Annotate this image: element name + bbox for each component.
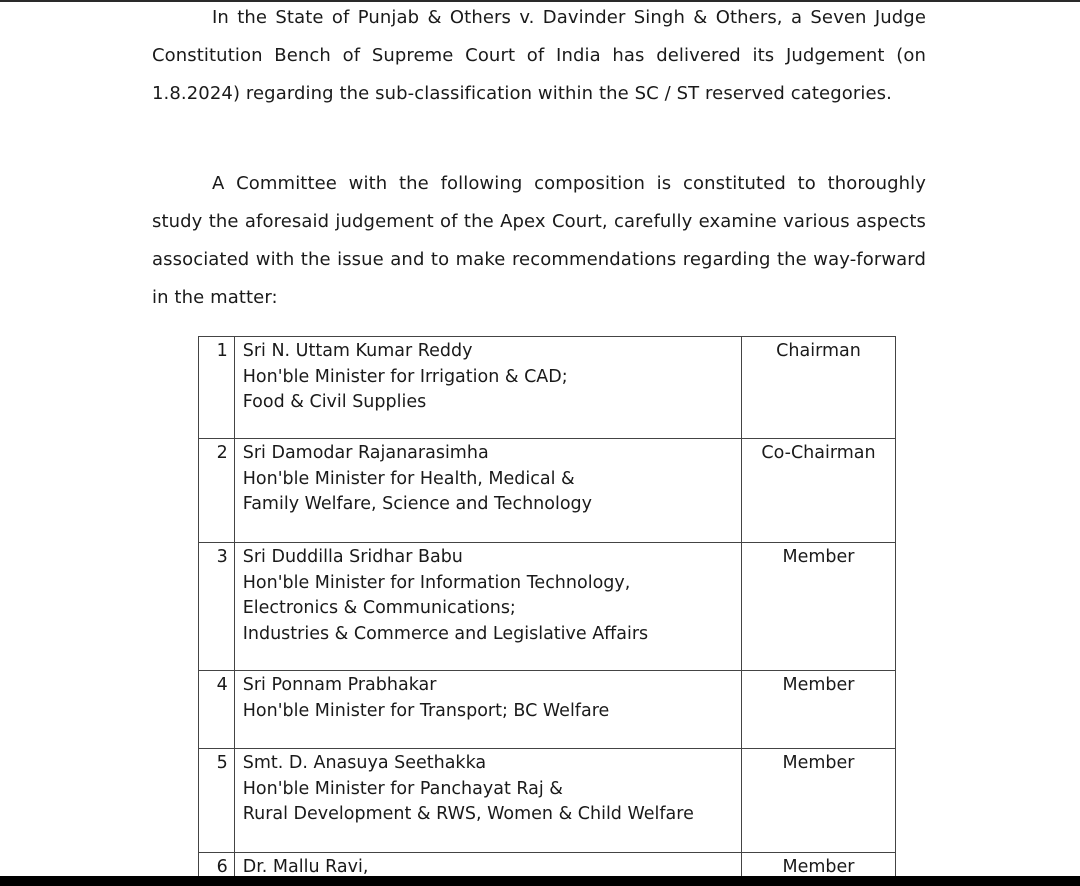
intro-paragraph: In the State of Punjab & Others v. Davinder Singh & Others, a Seven Judge Constitution Bench of Supreme Court of India has delivered its Judgement (on 1.8.2024) regarding the sub-classification within the SC / ST reserved categories. — [152, 7, 926, 104]
bottom-black-bar — [0, 876, 1080, 886]
member-portfolio-line: Food & Civil Supplies — [242, 392, 427, 412]
member-role: Member — [742, 853, 896, 877]
row-number: 5 — [199, 749, 235, 853]
table-row — [199, 671, 896, 749]
member-details — [234, 543, 741, 671]
table-row — [199, 543, 896, 671]
member-details — [234, 749, 741, 853]
member-details — [234, 853, 741, 877]
table-row — [199, 749, 896, 853]
member-role: Chairman — [742, 337, 896, 439]
row-number: 6 — [199, 853, 235, 877]
member-name: Smt. D. Anasuya Seethakka — [242, 753, 487, 773]
row-number: 3 — [199, 543, 235, 671]
member-name: Sri N. Uttam Kumar Reddy — [242, 341, 473, 361]
member-name: Dr. Mallu Ravi, — [242, 857, 369, 876]
member-portfolio-line: Rural Development & RWS, Women & Child Welfare — [242, 804, 694, 824]
table-row — [199, 853, 896, 877]
member-name: Sri Damodar Rajanarasimha — [242, 443, 489, 463]
member-details — [234, 337, 741, 439]
member-portfolio-line: Hon'ble Minister for Panchayat Raj & — [242, 778, 563, 799]
member-role: Member — [742, 543, 896, 671]
member-name: Sri Duddilla Sridhar Babu — [242, 547, 463, 567]
row-number: 1 — [199, 337, 235, 439]
row-number: 4 — [199, 671, 235, 749]
member-role: Member — [742, 671, 896, 749]
member-portfolio-line: Hon'ble Minister for Transport; BC Welfare — [242, 700, 610, 721]
committee-paragraph: A Committee with the following composition is constituted to thoroughly study the aforesaid judgement of the Apex Court, carefully examine various aspects associated with the issue and to make recommendations regarding the way-forward in the matter: — [152, 173, 926, 308]
committee-table — [198, 336, 896, 876]
member-portfolio-line: Electronics & Communications; — [242, 598, 516, 618]
member-details — [234, 671, 741, 749]
member-portfolio-line: Hon'ble Minister for Health, Medical & — [242, 468, 575, 489]
member-details — [234, 439, 741, 543]
table-row — [199, 439, 896, 543]
member-portfolio-line: Family Welfare, Science and Technology — [242, 494, 593, 514]
table-row — [199, 337, 896, 439]
member-role: Co-Chairman — [742, 439, 896, 543]
member-role: Member — [742, 749, 896, 853]
member-portfolio-line: Hon'ble Minister for Irrigation & CAD; — [242, 366, 568, 387]
row-number: 2 — [199, 439, 235, 543]
member-name: Sri Ponnam Prabhakar — [242, 675, 437, 695]
member-portfolio-line: Industries & Commerce and Legislative Affairs — [242, 623, 649, 644]
member-portfolio-line: Hon'ble Minister for Information Technology, — [242, 572, 631, 593]
